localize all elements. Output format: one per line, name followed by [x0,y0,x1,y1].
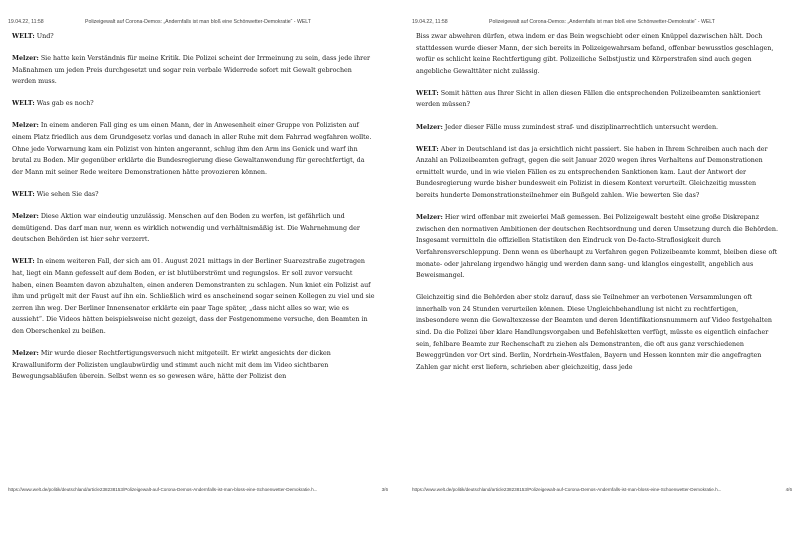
paragraph-text: Was gab es noch? [34,100,94,108]
page-footer [8,487,388,497]
page-3 [0,0,396,541]
speaker-label: WELT: [12,190,35,198]
paragraph-text: Aber in Deutschland ist das ja ersichtlich nicht passiert. Sie haben in Ihrem Schreiben auch nach der Anzahl an Polizeibeamten gefragt, gegen die seit Januar 2020 wegen ihres Verhaltens auf Demonstrationen ermittelt wurde, und in wie vielen Fällen es zu entsprechenden Sanktionen kam. Laut der Antwort der Bundesregierung wurde bisher bundesweit ein Polizist in diesem Kontext verurteilt. Gleichzeitig mussten bereits hunderte Demonstrationsteilnehmer ein Bußgeld zahlen. Wie bewerten Sie das? [416,145,768,200]
speaker-label: WELT: [416,89,439,97]
speaker-label: WELT: [416,145,439,153]
paragraph-text: Diese Aktion war eindeutig unzulässig. Menschen auf den Boden zu werfen, ist gefährlich und demütigend. Das darf man nur, wenn es wirklich notwendig und verhältnismäßig ist. Die Wahrnehmung der deutschen Behörden ist hier sehr verzerrt. [12,213,360,244]
paragraph-text: Jeder dieser Fälle muss zumindest straf- und disziplinarrechtlich untersucht werden. [442,123,719,131]
paragraph [12,31,376,43]
paragraph-text: In einem weiteren Fall, der sich am 01. August 2021 mittags in der Berliner Suarezstraße zugetragen hat, liegt ein Mann gefesselt auf dem Boden, er ist blutüberströmt und regungslos. Er soll zuvor versucht haben, einen Beamten davon abzuhalten, einen anderen Demonstranten zu schlagen. Nun kniet ein Polizist auf ihm und prügelt mit der Faust auf ihn ein. Schließlich wird es anscheinend sogar seinen Kollegen zu viel und sie zerren ihn weg. Der Berliner Innensenator erklärte ein paar Tage später, „dass nicht alles so war, wie es aussieht“. Die Videos hätten beispielsweise nicht gezeigt, dass der Festgenommene versuche, den Beamten in den Oberschenkel zu beißen. [12,258,375,335]
speaker-label: WELT: [12,33,35,40]
print-date: 19.04.22, 11:58 [8,19,44,25]
paragraph [12,211,376,246]
paragraph-text: Und? [34,33,54,40]
speaker-label: Melzer: [12,213,39,221]
paragraph [416,292,780,373]
page-number: 3/6 [381,487,388,492]
paragraph [12,53,376,88]
paragraph [12,120,376,178]
footer-url: https://www.welt.de/politik/deutschland/article238238153/Polizeigewalt-auf-Corona-Demos-Andernfalls-ist-man-bloss-eine-Schoenwetter-Demokratie.h... [412,487,722,492]
paragraph [416,122,780,134]
page-header [8,19,388,29]
paragraph-text: Wie sehen Sie das? [34,190,99,198]
page-header [412,19,792,29]
paragraph [416,88,780,111]
print-date: 19.04.22, 11:58 [412,19,448,25]
article-body [416,31,780,384]
article-body [12,31,376,393]
paragraph-text: Biss zwar abwehren dürfen, etwa indem er das Bein wegschiebt oder einen Knüppel dazwischen hält. Doch stattdessen wurde dieser Mann, der sich bereits in Polizeigewahrsam befand, offenbar bewusstlos geschlagen, wofür es schlicht keine Rechtfertigung gibt. Polizeiliche Selbstjustiz und Körperstrafen sind auch gegen angebliche Gewalttäter nicht zulässig. [416,33,774,75]
paragraph [12,256,376,337]
paragraph-text: Hier wird offenbar mit zweierlei Maß gemessen. Bei Polizeigewalt besteht eine große Diskrepanz zwischen den normativen Ambitionen der deutschen Rechtsordnung und deren Umsetzung durch die Behörden. Insgesamt vermitteln die offiziellen Statistiken den Eindruck von De-facto-Straflosigkeit durch Verfahrensverschleppung. Denn wenn es überhaupt zu Verfahren gegen Polizeibeamte kommt, bleiben diese oft monate- oder jahrelang irgendwo hängig und werden dann sang- und klanglos eingestellt, angeblich aus Beweismangel. [416,214,778,280]
paragraph-text: Gleichzeitig sind die Behörden aber stolz darauf, dass sie Teilnehmer an verbotenen Versammlungen oft innerhalb von 24 Stunden verurteilen können. Diese Ungleichbehandlung ist nicht zu rechtfertigen, insbesondere wenn die Gewaltexzesse der Beamten und deren Identifikationsnummern auf Video festgehalten sind. Da die Polizei über klare Handlungsvorgaben und Befehlsketten verfügt, müsste es eigentlich einfacher sein, fehlbare Beamte zur Rechenschaft zu ziehen als Demonstranten, die oft aus ganz verschiedenen Beweggründen vor Ort sind. Berlin, Nordrhein-Westfalen, Bayern und Hessen konnten mir die angefragten Zahlen gar nicht erst liefern, schrieben aber gleichzeitig, dass jede [416,294,773,371]
paragraph [12,189,376,201]
paragraph [416,31,780,77]
paragraph [416,212,780,282]
paragraph [12,348,376,383]
speaker-label: Melzer: [416,214,443,222]
print-title: Polizeigewalt auf Corona-Demos: „Andernfalls ist man bloß eine Schönwetter-Demokratie“ - WELT [489,19,715,25]
print-title: Polizeigewalt auf Corona-Demos: „Andernfalls ist man bloß eine Schönwetter-Demokratie“ - WELT [85,19,311,25]
paragraph-text: In einem anderen Fall ging es um einen Mann, der in Anwesenheit einer Gruppe von Polizisten auf einem Platz friedlich aus dem Grundgesetz vorlas und danach in aller Ruhe mit dem Fahrrad wegfahren wollte. Ohne jede Vorwarnung kam ein Polizist von hinten angerannt, schlug ihm den Arm ins Genick und warf ihn brutal zu Boden. Mir gegenüber erklärte die Bundesregierung diese Gewaltanwendung für gerechtfertigt, da der Mann mit seiner Rede weitere Demonstrationen hätte provozieren können. [12,122,372,176]
speaker-label: Melzer: [12,55,39,63]
page-footer [412,487,792,497]
paragraph-text: Mir wurde dieser Rechtfertigungsversuch nicht mitgeteilt. Er wirkt angesichts der dicken Krawalluniform der Polizisten unglaubwürdig und stimmt auch nicht mit dem im Video sichtbaren Bewegungsabläufen überein. Selbst wenn es so gewesen wäre, hätte der Polizist den [12,349,331,381]
paragraph [12,98,376,110]
page-4 [404,0,800,541]
paragraph-text: Sie hatte kein Verständnis für meine Kritik. Die Polizei scheint der Irrmeinung zu sein, dass jede ihrer Maßnahmen um jeden Preis durchgesetzt und sogar rein verbale Widerrede sofort mit Gewalt gebrochen werden muss. [12,55,370,86]
page-number: 4/6 [785,487,792,492]
speaker-label: Melzer: [12,122,39,130]
speaker-label: WELT: [12,258,35,266]
speaker-label: Melzer: [12,349,39,357]
footer-url: https://www.welt.de/politik/deutschland/article238238153/Polizeigewalt-auf-Corona-Demos-Andernfalls-ist-man-bloss-eine-Schoenwetter-Demokratie.h... [8,487,318,492]
paragraph [416,144,780,202]
speaker-label: WELT: [12,100,35,108]
speaker-label: Melzer: [416,123,443,131]
paragraph-text: Somit hätten aus Ihrer Sicht in allen diesen Fällen die entsprechenden Polizeibeamten sanktioniert werden müssen? [416,89,761,109]
